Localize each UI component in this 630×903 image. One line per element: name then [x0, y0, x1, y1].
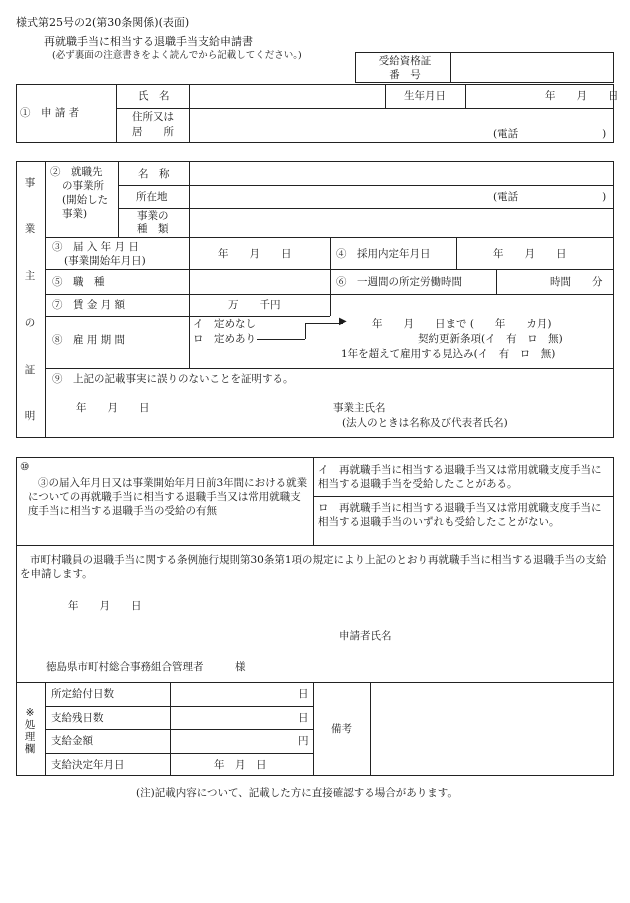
side-char-1: 事 — [24, 177, 36, 189]
renewal-clause[interactable]: 契約更新条項(イ 有 ロ 無) — [418, 333, 563, 345]
processing-row-unit: 日 — [298, 688, 309, 700]
monthly-wage-label: ⑦ 賃 金 月 額 — [52, 299, 126, 311]
hire-date-value[interactable]: 年 月 日 — [218, 248, 292, 260]
weekly-hours-label: ⑥ 一週間の所定労働時間 — [336, 276, 462, 288]
applicant-phone[interactable]: (電話 ) — [493, 128, 607, 140]
business-type-label-1: 事業の — [137, 210, 169, 222]
processing-side-char-2: 処 — [24, 719, 36, 731]
applicant-name-field[interactable] — [191, 86, 383, 106]
period-bracket-vertical — [305, 323, 306, 339]
birthdate-label: 生年月日 — [404, 90, 446, 102]
receipt-option-not-received[interactable]: ロ 再就職手当に相当する退職手当又は常用就職支度手当に相当する退職手当のいずれも受給したことがない。 — [318, 502, 602, 529]
offer-date-label: ④ 採用内定年月日 — [336, 248, 431, 260]
side-char-6: 明 — [24, 410, 36, 422]
remarks-label: 備考 — [331, 723, 352, 735]
workplace-label-1: ② 就職先 — [50, 166, 103, 178]
offer-date-value[interactable]: 年 月 日 — [493, 248, 567, 260]
section10-number: ⑩ — [20, 461, 30, 473]
qualification-number-field[interactable] — [452, 54, 612, 81]
period-option-none[interactable]: イ 定めなし — [193, 318, 256, 330]
birthdate-value[interactable]: 年 月 日 — [545, 90, 619, 102]
processing-side-char-1: ※ — [25, 707, 35, 719]
period-until-value[interactable]: 年 月 日まで ( 年 カ月) — [372, 318, 552, 330]
applicant-signature-label: 申請者氏名 — [339, 630, 392, 642]
qualification-label-2: 番 号 — [389, 69, 421, 81]
processing-side-char-3: 理 — [24, 731, 36, 743]
job-type-field[interactable] — [191, 271, 328, 292]
certification-statement: ⑨ 上記の記載事実に誤りのないことを証明する。 — [52, 373, 294, 385]
company-location-field[interactable] — [191, 187, 491, 206]
section10-question: ③の届入年月日又は事業開始年月日前3年間における就業についての再就職手当に相当する退職手当又は常用就職支度手当に相当する退職手当の受給の有無 — [28, 477, 308, 518]
business-type-field[interactable] — [191, 210, 611, 235]
period-arrow-line — [305, 323, 343, 324]
side-char-2: 業 — [24, 223, 36, 235]
processing-row-unit: 日 — [298, 712, 309, 724]
processing-row-label: 支給決定年月日 — [51, 759, 125, 771]
processing-row-unit: 円 — [298, 735, 309, 747]
address-label-1: 住所又は — [132, 111, 174, 123]
job-type-label: ⑤ 職 種 — [52, 276, 105, 288]
name-label: 氏 名 — [138, 90, 170, 102]
period-bracket-bottom — [257, 339, 305, 340]
processing-row-label: 所定給付日数 — [51, 688, 114, 700]
over-one-year-outlook[interactable]: 1年を超えて雇用する見込み(イ 有 ロ 無) — [341, 348, 556, 360]
footer-note: (注)記載内容について、記載した方に直接確認する場合があります。 — [136, 787, 458, 799]
form-title: 再就職手当に相当する退職手当支給申請書 — [44, 35, 253, 48]
hire-date-label-1: ③ 届 入 年 月 日 — [52, 241, 139, 253]
addressee: 徳島県市町村総合事務組合管理者 様 — [46, 661, 246, 673]
period-option-fixed[interactable]: ロ 定めあり — [193, 333, 256, 345]
company-phone[interactable]: (電話 ) — [493, 191, 607, 203]
application-date[interactable]: 年 月 日 — [68, 600, 142, 612]
processing-row-label: 支給金額 — [51, 735, 93, 747]
processing-row-unit: 年 月 日 — [214, 759, 267, 771]
workplace-label-2: の事業所 — [62, 180, 104, 192]
side-char-4: の — [24, 317, 36, 329]
certification-date[interactable]: 年 月 日 — [76, 402, 150, 414]
form-number: 様式第25号の2(第30条関係)(表面) — [16, 16, 190, 29]
company-location-label: 所在地 — [136, 191, 168, 203]
form-instruction-note: (必ず裏面の注意書きをよく読んでから記載してください。) — [52, 50, 302, 61]
side-char-5: 証 — [24, 364, 36, 376]
company-name-field[interactable] — [191, 163, 611, 183]
workplace-label-4: 事業) — [62, 208, 88, 220]
address-label-2: 居 所 — [132, 126, 174, 138]
business-type-label-2: 種 類 — [137, 223, 169, 235]
application-statement: 市町村職員の退職手当に関する条例施行規則第30条第1項の規定により上記のとおり再就職手当に相当する退職手当の支給を申請します。 — [20, 554, 607, 581]
employment-period-label: ⑧ 雇 用 期 間 — [52, 334, 126, 346]
side-char-3: 主 — [24, 270, 36, 282]
period-arrow-icon: ▶ — [339, 316, 347, 327]
processing-side-char-4: 欄 — [24, 743, 36, 755]
applicant-label: ① 申 請 者 — [20, 107, 80, 119]
employer-name-label: 事業主氏名 — [333, 402, 386, 414]
weekly-hours-value[interactable]: 時間 分 — [550, 276, 603, 288]
company-name-label: 名 称 — [138, 168, 170, 180]
employer-name-note: (法人のときは名称及び代表者氏名) — [342, 417, 508, 429]
workplace-label-3: (開始した — [62, 194, 109, 206]
receipt-option-received[interactable]: イ 再就職手当に相当する退職手当又は常用就職支度手当に相当する退職手当を受給したことがある。 — [318, 464, 602, 491]
hire-date-label-2: (事業開始年月日) — [64, 255, 146, 267]
qualification-label-1: 受給資格証 — [378, 55, 432, 67]
processing-row-label: 支給残日数 — [51, 712, 104, 724]
monthly-wage-value[interactable]: 万 千円 — [228, 299, 281, 311]
